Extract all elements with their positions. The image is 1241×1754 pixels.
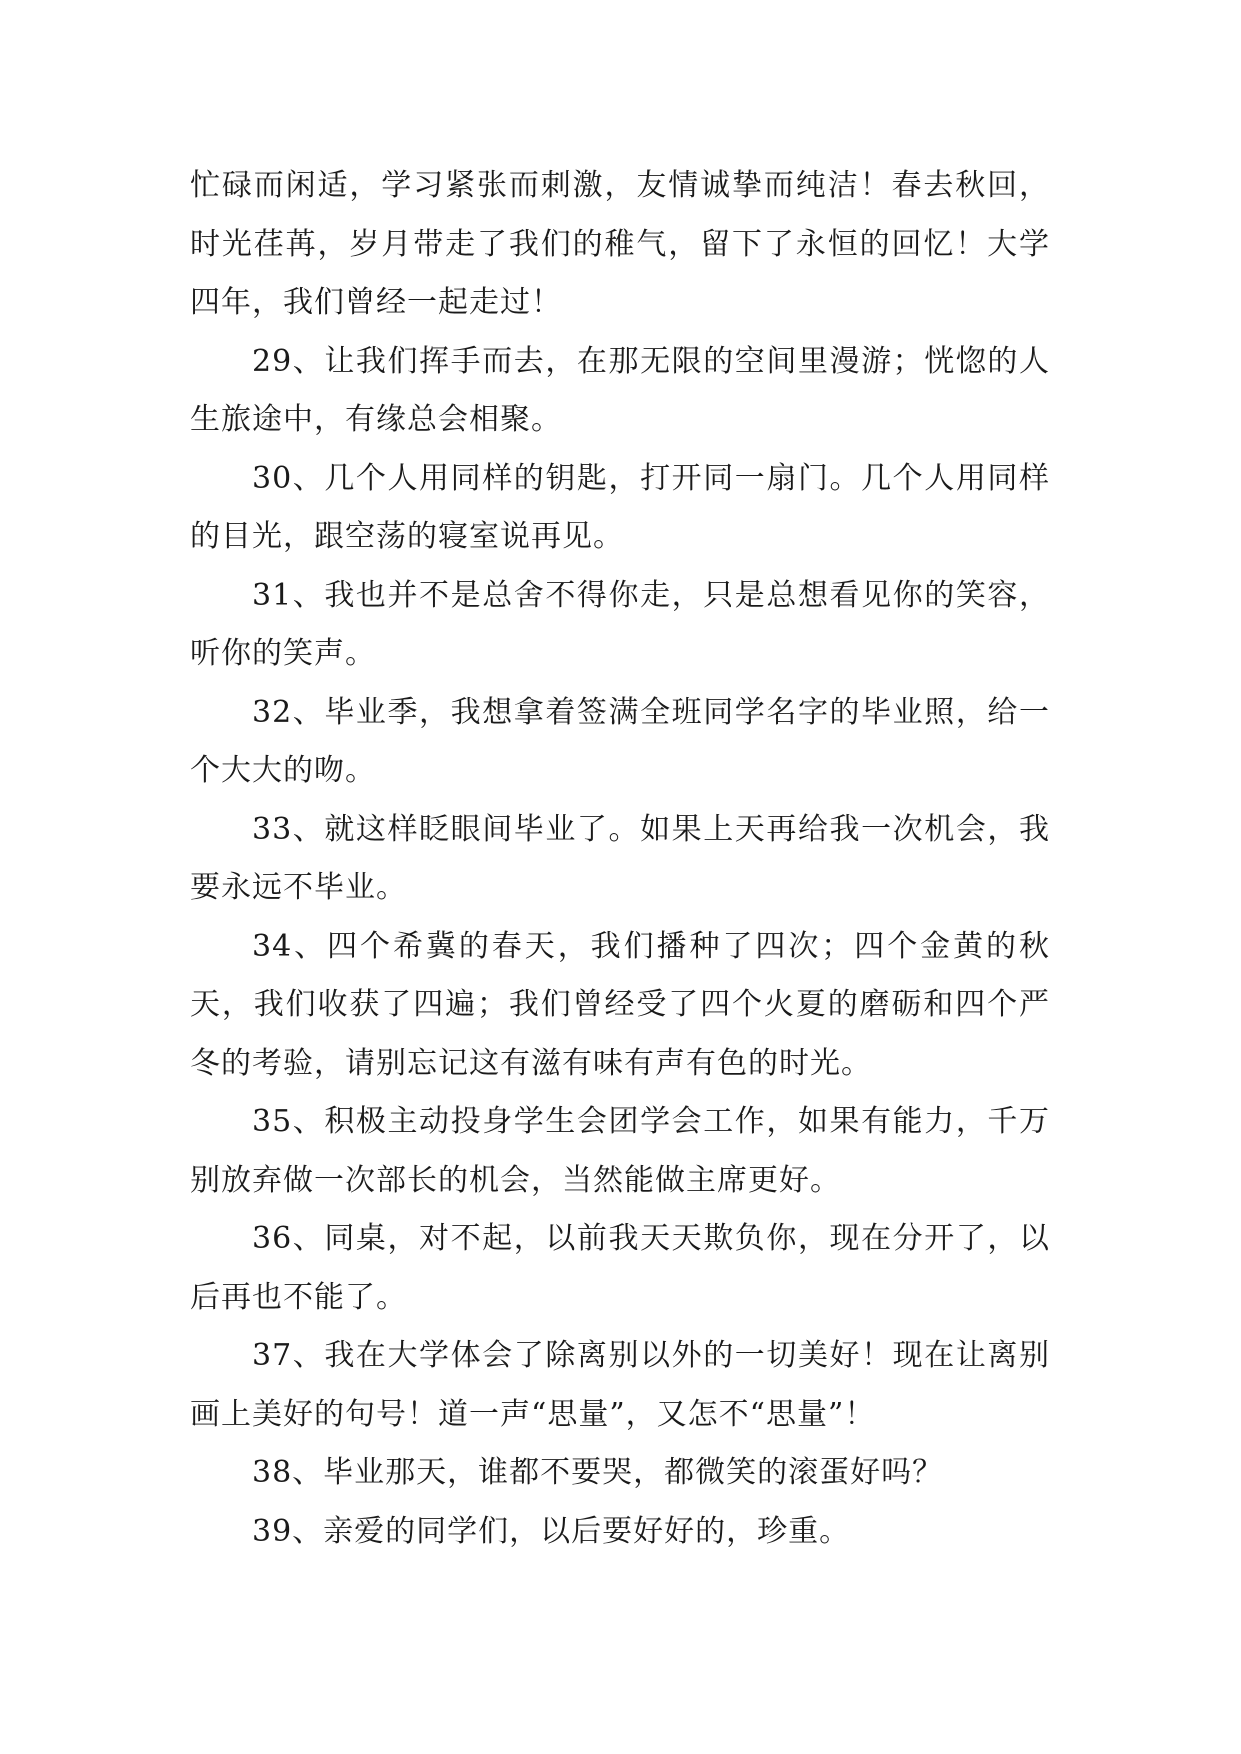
paragraph-continuation: 忙碌而闲适，学习紧张而刺激，友情诚挚而纯洁！春去秋回，时光荏苒，岁月带走了我们的稚气，留下了永恒的回忆！大学四年，我们曾经一起走过！ — [190, 168, 1050, 320]
paragraph-29: 29、让我们挥手而去，在那无限的空间里漫游；恍惚的人生旅途中，有缘总会相聚。 — [190, 343, 1050, 437]
paragraph-38: 38、毕业那天，谁都不要哭，都微笑的滚蛋好吗？ — [252, 1455, 944, 1490]
paragraph-37: 37、我在大学体会了除离别以外的一切美好！现在让离别画上美好的句号！道一声“思量”，又怎不“思量”！ — [190, 1338, 1050, 1432]
paragraph-34: 34、四个希冀的春天，我们播种了四次；四个金黄的秋天，我们收获了四遍；我们曾经受了四个火夏的磨砺和四个严冬的考验，请别忘记这有滋有味有声有色的时光。 — [190, 928, 1050, 1081]
paragraph-39: 39、亲爱的同学们，以后要好好的，珍重。 — [252, 1513, 851, 1549]
paragraph-32: 32、毕业季，我想拿着签满全班同学名字的毕业照，给一个大大的吻。 — [190, 694, 1050, 788]
paragraph-36: 36、同桌，对不起，以前我天天欺负你，现在分开了，以后再也不能了。 — [190, 1221, 1050, 1315]
paragraph-33: 33、就这样眨眼间毕业了。如果上天再给我一次机会，我要永远不毕业。 — [190, 811, 1050, 905]
paragraph-31: 31、我也并不是总舍不得你走，只是总想看见你的笑容，听你的笑声。 — [190, 577, 1050, 671]
paragraph-30: 30、几个人用同样的钥匙，打开同一扇门。几个人用同样的目光，跟空荡的寝室说再见。 — [190, 460, 1050, 554]
document-body — [190, 157, 1050, 1561]
paragraph-35: 35、积极主动投身学生会团学会工作，如果有能力，千万别放弃做一次部长的机会，当然能做主席更好。 — [190, 1104, 1050, 1198]
